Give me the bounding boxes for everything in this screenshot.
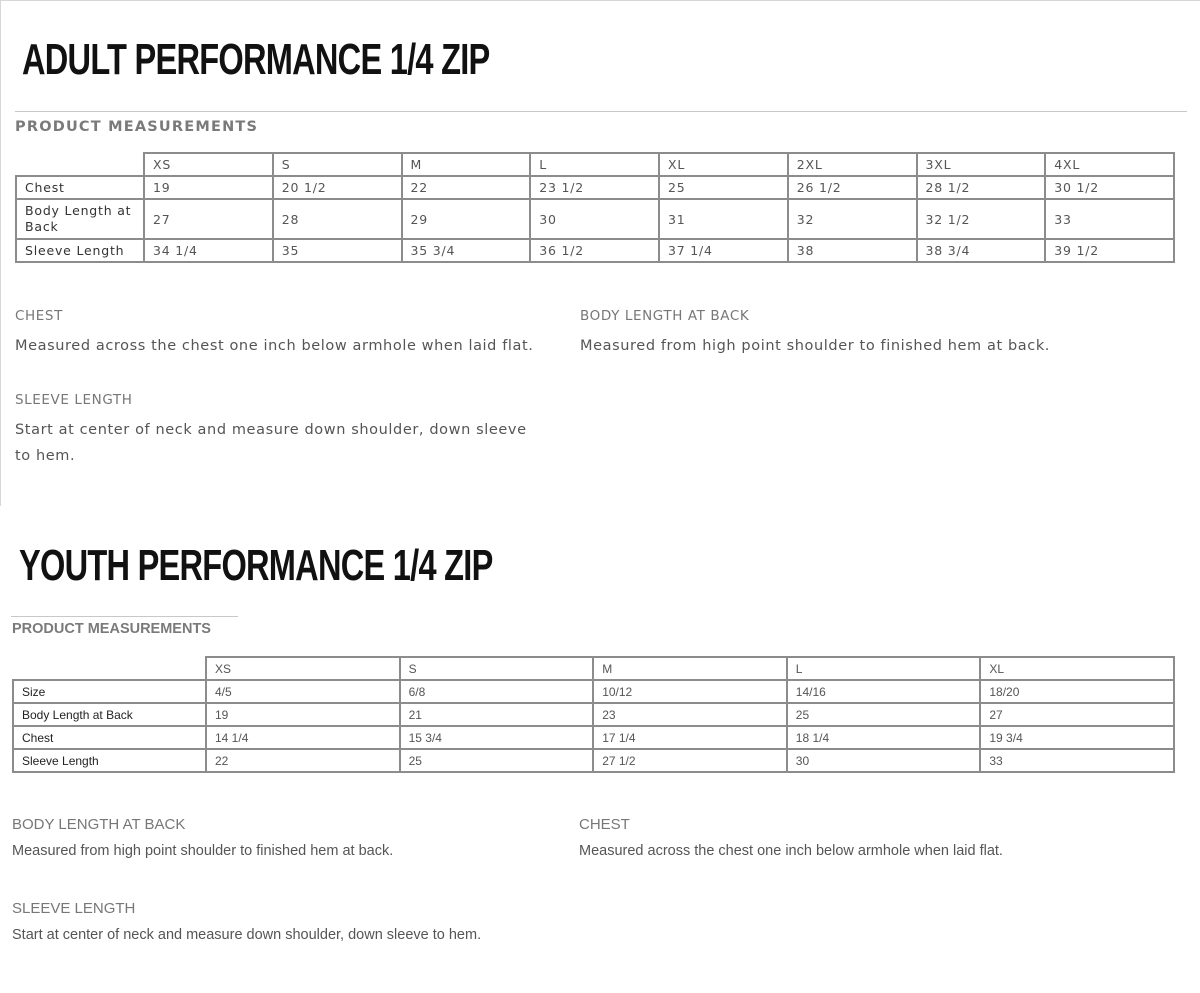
table-cell: 38 3/4	[917, 239, 1046, 262]
table-cell: 26 1/2	[788, 176, 917, 199]
table-cell: 21	[400, 703, 594, 726]
table-row-size	[13, 680, 1174, 703]
table-cell: 25	[787, 703, 981, 726]
table-cell: 31	[659, 199, 788, 239]
table-row-sleeve-length	[13, 749, 1174, 772]
youth-title: YOUTH PERFORMANCE 1/4 ZIP	[19, 541, 493, 590]
table-cell: 18 1/4	[787, 726, 981, 749]
table-cell: 25	[400, 749, 594, 772]
description-heading: SLEEVE LENGTH	[12, 900, 136, 917]
description-heading: BODY LENGTH AT BACK	[12, 816, 186, 833]
table-cell: 6/8	[400, 680, 594, 703]
youth-body-length-description	[12, 816, 552, 860]
size-header-xs: XS	[144, 153, 273, 176]
table-row-sleeve-length	[16, 239, 1174, 262]
table-cell: 34 1/4	[144, 239, 273, 262]
table-cell: 32	[788, 199, 917, 239]
description-heading: CHEST	[579, 816, 630, 833]
table-cell: 37 1/4	[659, 239, 788, 262]
table-cell: 38	[788, 239, 917, 262]
adult-body-length-description	[580, 307, 1180, 359]
table-cell: 39 1/2	[1045, 239, 1174, 262]
table-cell: 35	[273, 239, 402, 262]
table-cell: 30	[530, 199, 659, 239]
table-header-row	[13, 657, 1174, 680]
adult-title-divider	[15, 111, 1187, 112]
table-cell: 35 3/4	[402, 239, 531, 262]
youth-title-divider	[11, 616, 238, 617]
size-header-m: M	[593, 657, 787, 680]
table-corner-cell	[16, 153, 144, 176]
table-cell: 28 1/2	[917, 176, 1046, 199]
adult-measurements-table	[15, 152, 1175, 263]
size-header-2xl: 2XL	[788, 153, 917, 176]
row-label: Size	[13, 680, 206, 703]
description-heading: BODY LENGTH AT BACK	[580, 308, 750, 324]
size-header-m: M	[402, 153, 531, 176]
table-cell: 10/12	[593, 680, 787, 703]
table-cell: 33	[1045, 199, 1174, 239]
table-cell: 19 3/4	[980, 726, 1174, 749]
adult-sleeve-length-description	[15, 391, 545, 469]
table-cell: 28	[273, 199, 402, 239]
table-cell: 23	[593, 703, 787, 726]
adult-product-measurements-heading: PRODUCT MEASUREMENTS	[15, 119, 259, 135]
table-corner-cell	[13, 657, 206, 680]
table-cell: 30 1/2	[1045, 176, 1174, 199]
row-label: Sleeve Length	[16, 239, 144, 262]
table-cell: 36 1/2	[530, 239, 659, 262]
youth-size-chart	[0, 506, 1200, 993]
row-label: Body Length at Back	[16, 199, 144, 239]
youth-product-measurements-heading: PRODUCT MEASUREMENTS	[12, 621, 211, 637]
row-label: Sleeve Length	[13, 749, 206, 772]
adult-title: ADULT PERFORMANCE 1/4 ZIP	[22, 35, 490, 84]
table-cell: 32 1/2	[917, 199, 1046, 239]
description-text: Start at center of neck and measure down shoulder, down sleeve to hem.	[12, 927, 482, 943]
size-header-4xl: 4XL	[1045, 153, 1174, 176]
description-text: Start at center of neck and measure down shoulder, down sleeve to hem.	[15, 422, 527, 464]
size-header-xl: XL	[980, 657, 1174, 680]
description-heading: SLEEVE LENGTH	[15, 392, 133, 408]
table-row-chest	[13, 726, 1174, 749]
youth-measurements-table	[12, 656, 1175, 773]
size-header-xl: XL	[659, 153, 788, 176]
table-cell: 20 1/2	[273, 176, 402, 199]
table-cell: 19	[206, 703, 400, 726]
table-cell: 27 1/2	[593, 749, 787, 772]
table-cell: 27	[980, 703, 1174, 726]
table-row-body-length	[16, 199, 1174, 239]
table-header-row	[16, 153, 1174, 176]
description-text: Measured across the chest one inch below armhole when laid flat.	[15, 338, 534, 354]
adult-chest-description	[15, 307, 545, 359]
table-cell: 22	[402, 176, 531, 199]
size-header-s: S	[273, 153, 402, 176]
description-text: Measured across the chest one inch below armhole when laid flat.	[579, 843, 1003, 859]
row-label: Chest	[16, 176, 144, 199]
table-cell: 33	[980, 749, 1174, 772]
row-label: Chest	[13, 726, 206, 749]
size-header-l: L	[787, 657, 981, 680]
table-cell: 17 1/4	[593, 726, 787, 749]
description-text: Measured from high point shoulder to finished hem at back.	[580, 338, 1051, 354]
table-cell: 14/16	[787, 680, 981, 703]
table-cell: 25	[659, 176, 788, 199]
table-row-chest	[16, 176, 1174, 199]
table-cell: 15 3/4	[400, 726, 594, 749]
table-cell: 27	[144, 199, 273, 239]
youth-sleeve-length-description	[12, 900, 612, 944]
size-header-l: L	[530, 153, 659, 176]
description-heading: CHEST	[15, 308, 63, 324]
table-cell: 18/20	[980, 680, 1174, 703]
youth-chest-description	[579, 816, 1179, 860]
table-cell: 22	[206, 749, 400, 772]
table-cell: 23 1/2	[530, 176, 659, 199]
row-label: Body Length at Back	[13, 703, 206, 726]
description-text: Measured from high point shoulder to finished hem at back.	[12, 843, 394, 859]
table-cell: 19	[144, 176, 273, 199]
size-header-s: S	[400, 657, 594, 680]
table-cell: 29	[402, 199, 531, 239]
table-row-body-length	[13, 703, 1174, 726]
size-header-3xl: 3XL	[917, 153, 1046, 176]
table-cell: 14 1/4	[206, 726, 400, 749]
table-cell: 30	[787, 749, 981, 772]
table-cell: 4/5	[206, 680, 400, 703]
size-header-xs: XS	[206, 657, 400, 680]
